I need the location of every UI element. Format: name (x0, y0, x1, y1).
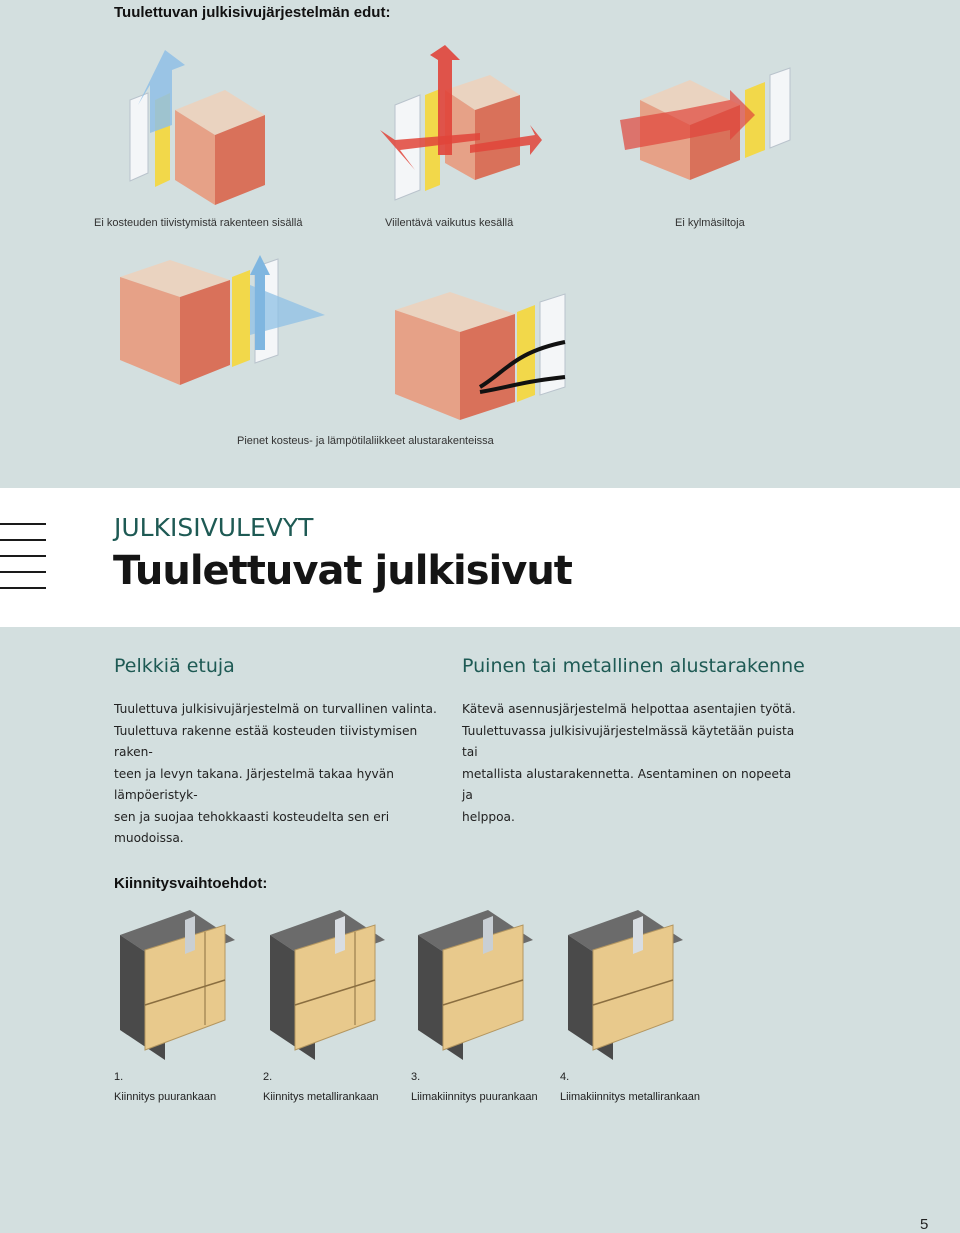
fixing-option-1-illustration (115, 910, 240, 1060)
fixing-option-label: Kiinnitys puurankaan (114, 1091, 217, 1103)
fixing-option-number: 1. (114, 1071, 124, 1083)
body-line: metallista alustarakennetta. Asentaminen on nopeeta ja (462, 766, 792, 802)
decor-rule (0, 523, 46, 525)
column-body-benefits (114, 699, 454, 850)
fixing-option-label: Liimakiinnitys metallirankaan (560, 1091, 701, 1103)
body-line: Tuulettuva julkisivujärjestelmä on turvallinen valinta. (114, 702, 437, 716)
decor-rule (0, 555, 46, 557)
cooling-illustration (370, 45, 545, 205)
fixing-option-2-illustration (265, 910, 390, 1060)
caption-small-movements: Pienet kosteus- ja lämpötilaliikkeet alustarakenteissa (237, 435, 494, 447)
thermal-bridge-illustration (620, 60, 795, 190)
movement-illustration-2 (395, 292, 570, 422)
page-number: 5 (920, 1216, 929, 1233)
decor-rule (0, 539, 46, 541)
moisture-illustration (120, 45, 270, 205)
caption-cooling: Viilentävä vaikutus kesällä (385, 217, 514, 229)
decor-rule (0, 571, 46, 573)
movement-illustration-1 (120, 255, 330, 390)
fixing-option-number: 4. (560, 1071, 570, 1083)
fixing-option-number: 3. (411, 1071, 421, 1083)
fixing-heading: Kiinnitysvaihtoehdot: (114, 875, 268, 892)
column-body-substructure (462, 699, 802, 828)
body-line: sen ja suojaa tehokkaasti kosteudelta sen eri muodoissa. (114, 809, 390, 845)
column-title-substructure: Puinen tai metallinen alustarakenne (462, 655, 805, 677)
caption-no-thermal-bridges: Ei kylmäsiltoja (675, 217, 745, 229)
body-line: Tuulettuva rakenne estää kosteuden tiivistymisen raken- (114, 723, 418, 759)
fixing-option-4-illustration (563, 910, 688, 1060)
page-title: Tuulettuvat julkisivut (113, 548, 572, 594)
section-kicker: JULKISIVULEVYT (114, 513, 314, 542)
decor-rule (0, 587, 46, 589)
fixing-option-label: Kiinnitys metallirankaan (263, 1091, 379, 1103)
caption-moisture: Ei kosteuden tiivistymistä rakenteen sisällä (94, 217, 303, 229)
fixing-option-label: Liimakiinnitys puurankaan (411, 1091, 538, 1103)
body-line: helppoa. (462, 809, 515, 824)
body-line: teen ja levyn takana. Järjestelmä takaa hyvän lämpöeristyk- (114, 766, 394, 802)
body-line: Kätevä asennusjärjestelmä helpottaa asentajien työtä. (462, 702, 796, 716)
fixing-option-3-illustration (413, 910, 538, 1060)
body-line: Tuulettuvassa julkisivujärjestelmässä käytetään puista tai (462, 723, 795, 759)
benefits-heading: Tuulettuvan julkisivujärjestelmän edut: (114, 4, 391, 21)
column-title-benefits: Pelkkiä etuja (114, 655, 235, 677)
fixing-option-number: 2. (263, 1071, 273, 1083)
